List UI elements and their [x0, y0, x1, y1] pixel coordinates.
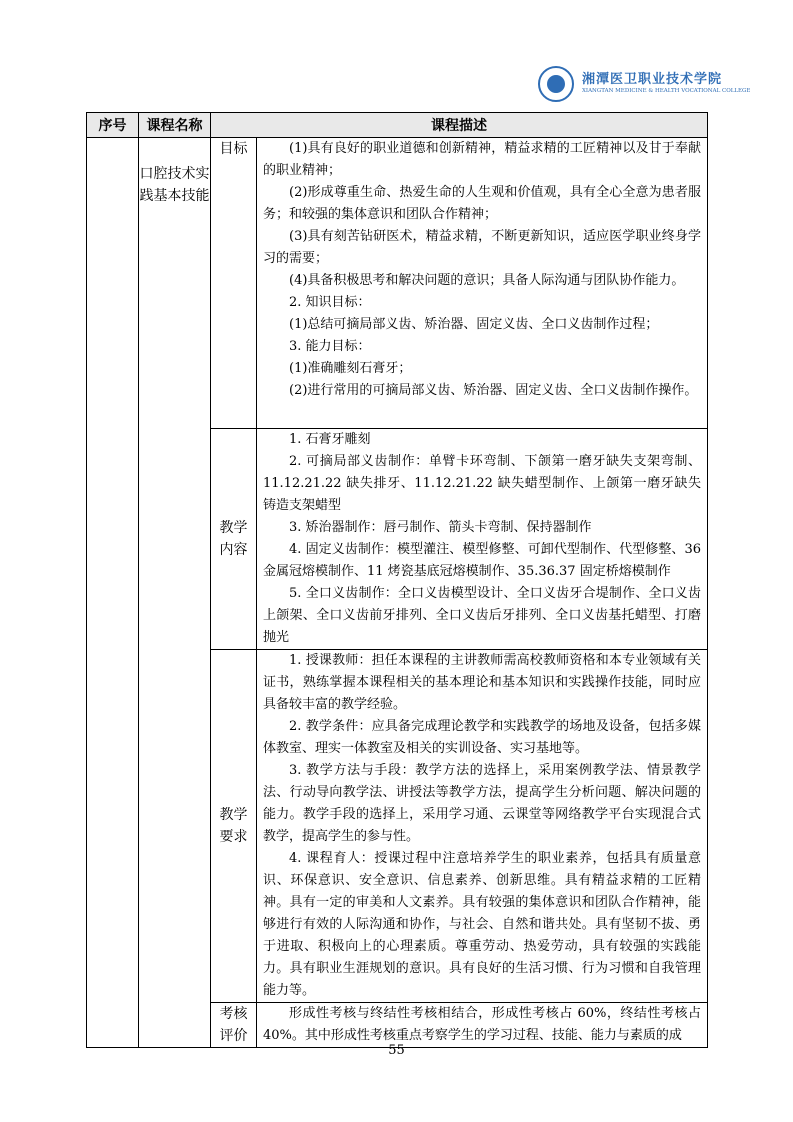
section-label-text: 考核评价 [219, 1006, 248, 1044]
desc-line: 形成性考核与终结性考核相结合，形成性考核占 60%，终结性考核占 40%。其中形成性考核重点考察学生的学习过程、技能、能力与素质的成 [263, 1006, 701, 1043]
desc-line: 2. 教学条件：应具备完成理论教学和实践教学的场地及设备，包括多媒体教室、理实一体教室及相关的实训设备、实习基地等。 [263, 719, 701, 756]
desc-line: (2)形成尊重生命、热爱生命的人生观和价值观，具有全心全意为患者服务；和较强的集体意识和团队合作精神； [263, 185, 701, 222]
desc-line: 1. 授课教师：担任本课程的主讲教师需高校教师资格和本专业领域有关证书，熟练掌握本课程相关的基本理论和基本知识和实践操作技能，同时应具备较丰富的教学经验。 [263, 653, 701, 712]
table-row [87, 138, 708, 429]
header-serial: 序号 [87, 113, 139, 138]
section-desc-goal [257, 138, 708, 429]
desc-line: 3. 能力目标： [289, 339, 371, 354]
desc-line: (1)准确雕刻石膏牙； [289, 361, 412, 376]
course-table [86, 112, 708, 1048]
college-name-cn: 湘潭医卫职业技术学院 [582, 72, 723, 87]
section-label-goal: 目标 [211, 138, 257, 429]
section-label-text: 教学要求 [219, 807, 248, 845]
section-label-content [211, 429, 257, 650]
header-course-description: 课程描述 [211, 113, 708, 138]
college-emblem-icon [538, 66, 574, 102]
desc-line: 3. 矫治器制作：唇弓制作、箭头卡弯制、保持器制作 [289, 520, 592, 535]
desc-line: 2. 可摘局部义齿制作：单臂卡环弯制、下颌第一磨牙缺失支架弯制、11.12.21.22 缺失排牙、11.12.21.22 缺失蜡型制作、上颌第一磨牙缺失铸造支架蜡型 [263, 454, 701, 513]
desc-line: 5. 全口义齿制作：全口义齿模型设计、全口义齿牙合堤制作、全口义齿上颌架、全口义齿前牙排列、全口义齿后牙排列、全口义齿基托蜡型、打磨抛光 [263, 586, 701, 645]
section-label-text: 教学内容 [219, 520, 248, 558]
section-desc-assessment [257, 1003, 708, 1048]
section-desc-content [257, 429, 708, 650]
section-label-assessment [211, 1003, 257, 1048]
section-desc-requirement [257, 650, 708, 1003]
desc-line: 1. 石膏牙雕刻 [289, 432, 371, 447]
desc-line: (1)具有良好的职业道德和创新精神，精益求精的工匠精神以及甘于奉献的职业精神； [263, 141, 701, 178]
desc-line: (1)总结可摘局部义齿、矫治器、固定义齿、全口义齿制作过程； [289, 317, 659, 332]
college-logo [538, 66, 751, 112]
desc-line: (4)具备积极思考和解决问题的意识；具备人际沟通与团队协作能力。 [289, 273, 685, 288]
desc-line: (3)具有刻苦钻研医术，精益求精，不断更新知识，适应医学职业终身学习的需要； [263, 229, 701, 266]
table-header-row [87, 113, 708, 138]
desc-line: 3. 教学方法与手段：教学方法的选择上，采用案例教学法、情景教学法、行动导向教学法、讲授法等教学方法，提高学生分析问题、解决问题的能力。教学手段的选择上，采用学习通、云课堂等网络教学平台实现混合式教学，提高学生的参与性。 [263, 763, 701, 844]
course-name-cell: 口腔技术实践基本技能 [139, 138, 211, 1048]
desc-line: 4. 课程育人：授课过程中注意培养学生的职业素养，包括具有质量意识、环保意识、安全意识、信息素养、创新思维。具有精益求精的工匠精神。具有一定的审美和人文素养。具有较强的集体意识和团队合作精神，能够进行有效的人际沟通和协作，与社会、自然和谐共处。具有坚韧不拔、勇于进取、积极向上的心理素质。尊重劳动、热爱劳动，具有较强的实践能力。具有职业生涯规划的意识。具有良好的生活习惯、行为习惯和自我管理能力等。 [263, 851, 701, 998]
page-number: 55 [388, 1043, 405, 1058]
desc-line: 4. 固定义齿制作：模型灌注、模型修整、可卸代型制作、代型修整、36 金属冠熔模制作、11 烤瓷基底冠熔模制作、35.36.37 固定桥熔模制作 [263, 542, 701, 579]
serial-cell [87, 138, 139, 1048]
header-course-name: 课程名称 [139, 113, 211, 138]
section-label-requirement [211, 650, 257, 1003]
desc-line: 2. 知识目标： [289, 295, 371, 310]
college-name-en: XIANGTAN MEDICINE & HEALTH VOCATIONAL COLLEGE [582, 88, 751, 94]
desc-line: (2)进行常用的可摘局部义齿、矫治器、固定义齿、全口义齿制作操作。 [289, 383, 698, 398]
